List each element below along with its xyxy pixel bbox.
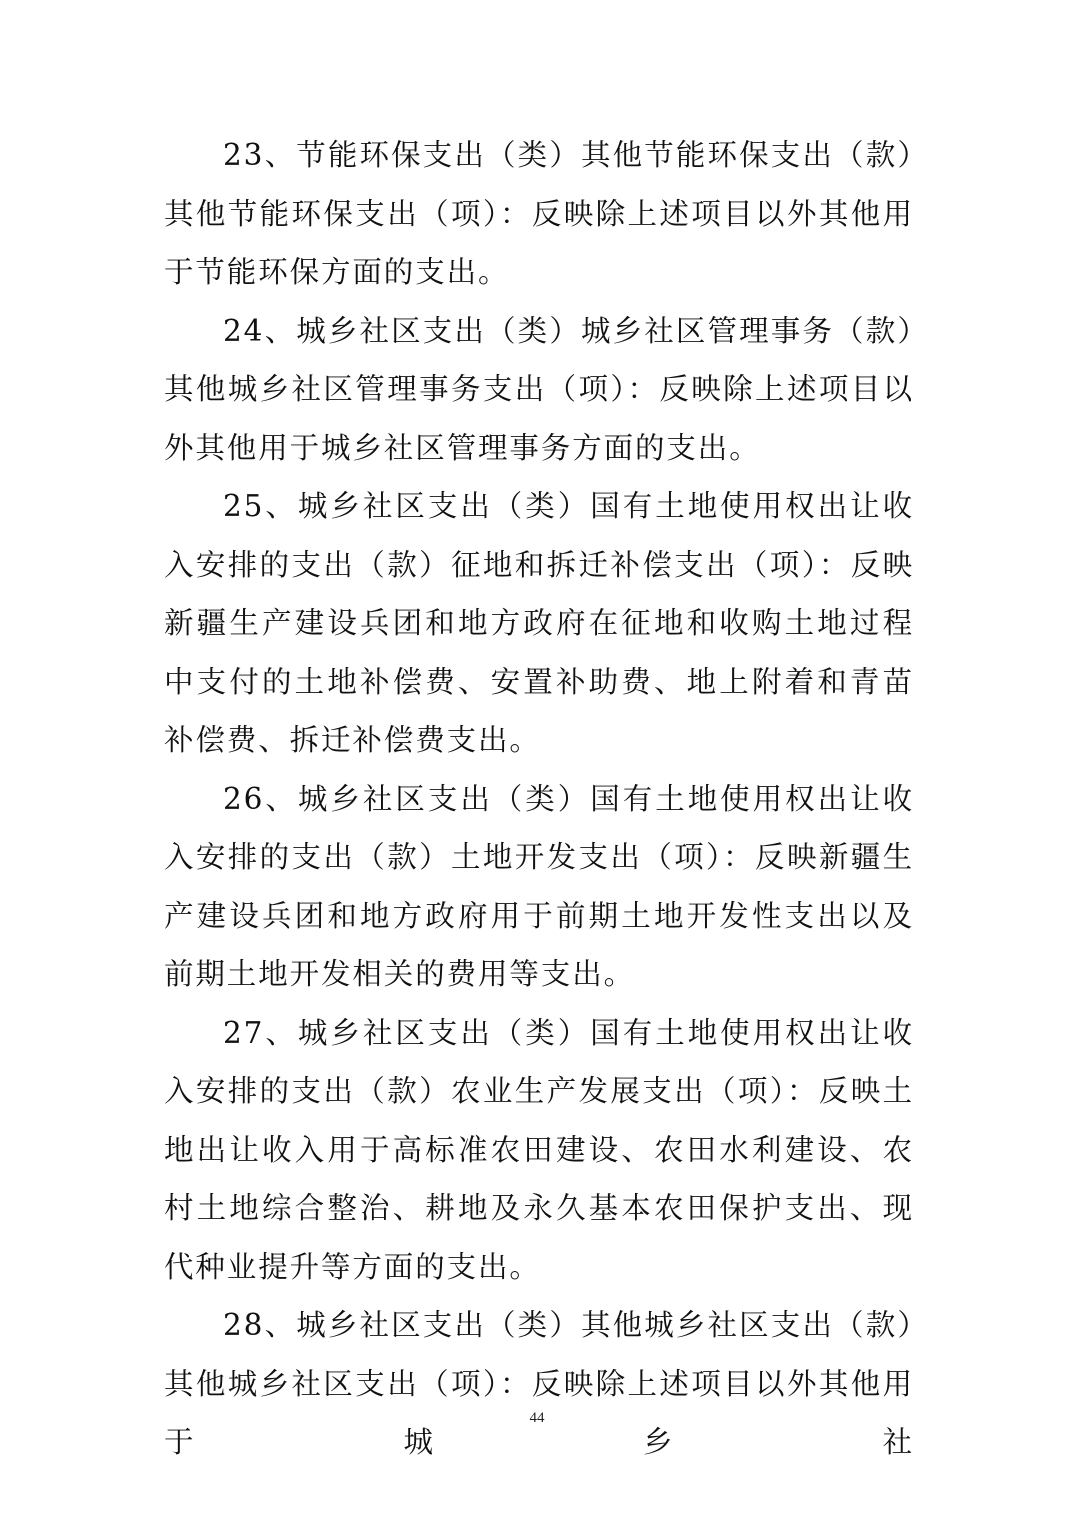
paragraph-24: 24、城乡社区支出（类）城乡社区管理事务（款）其他城乡社区管理事务支出（项）：反映除上述项目以外其他用于城乡社区管理事务方面的支出。 (164, 313, 914, 465)
page-number: 44 (529, 1410, 545, 1426)
paragraph-27: 27、城乡社区支出（类）国有土地使用权出让收入安排的支出（款）农业生产发展支出（项）：反映土地出让收入用于高标准农田建设、农田水利建设、农村土地综合整治、耕地及永久基本农田保护支出、现代种业提升等方面的支出。 (164, 1015, 914, 1284)
paragraph-23: 23、节能环保支出（类）其他节能环保支出（款）其他节能环保支出（项）：反映除上述项目以外其他用于节能环保方面的支出。 (164, 138, 914, 289)
paragraph-26: 26、城乡社区支出（类）国有土地使用权出让收入安排的支出（款）土地开发支出（项）：反映新疆生产建设兵团和地方政府用于前期土地开发性支出以及前期土地开发相关的费用等支出。 (164, 781, 914, 991)
body-text (164, 126, 914, 1472)
paragraph-25: 25、城乡社区支出（类）国有土地使用权出让收入安排的支出（款）征地和拆迁补偿支出（项）：反映新疆生产建设兵团和地方政府在征地和收购土地过程中支付的土地补偿费、安置补助费、地上附着和青苗补偿费、拆迁补偿费支出。 (164, 489, 914, 757)
paragraph-28: 28、城乡社区支出（类）其他城乡社区支出（款）其他城乡社区支出（项）：反映除上述项目以外其他用于城乡社 (164, 1308, 914, 1459)
